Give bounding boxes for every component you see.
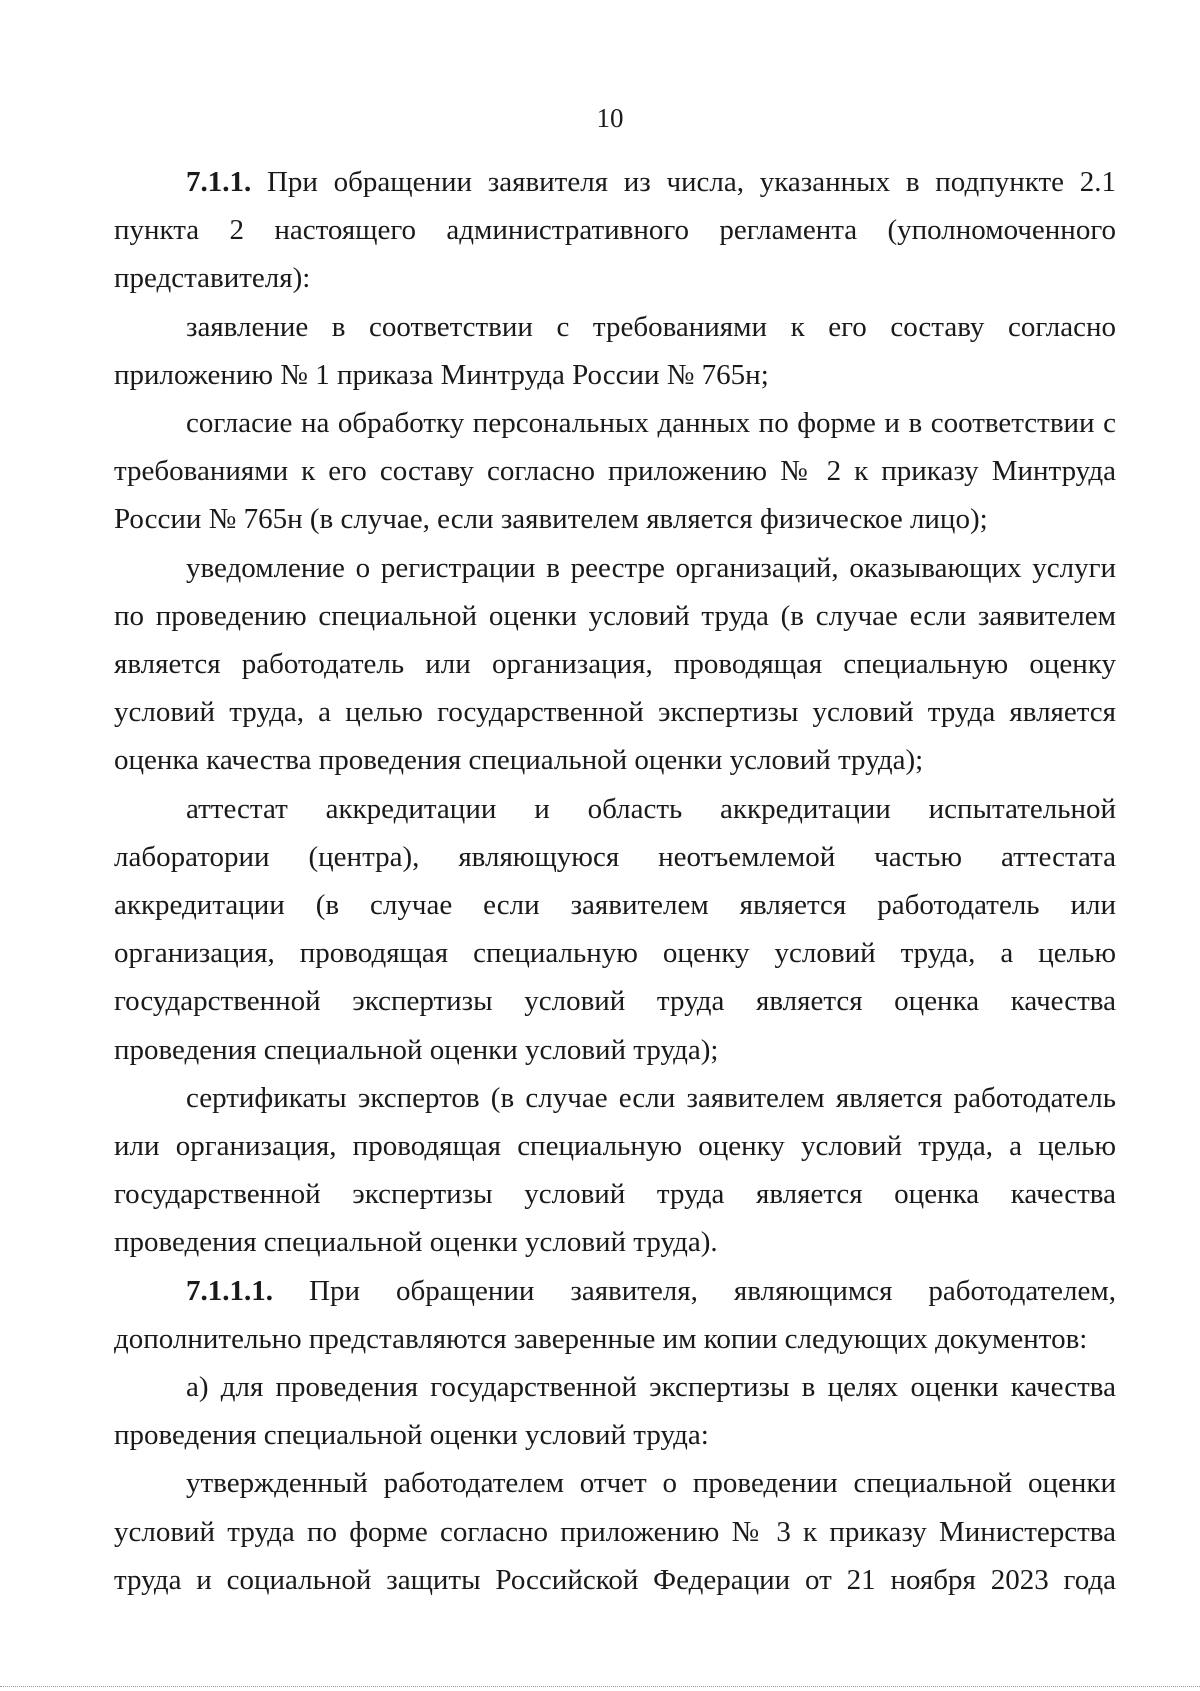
paragraph-text: а) для проведения государственной экспертизы в целях оценки качества проведения специальной оценки условий труда: — [114, 1371, 1116, 1452]
paragraph-text: При обращении заявителя, являющимся работодателем, дополнительно представляются заверенные им копии следующих документов: — [114, 1274, 1116, 1355]
paragraph-text: При обращении заявителя из числа, указанных в подпункте 2.1 пункта 2 настоящего административного регламента (уполномоченного представителя): — [114, 166, 1116, 295]
document-body — [114, 158, 1116, 1604]
paragraph-consent — [114, 399, 1116, 544]
paragraph-certificates — [114, 1074, 1116, 1267]
paragraph-text: утвержденный работодателем отчет о проведении специальной оценки условий труда по форме согласно приложению № 3 к приказу Министерства труда и социальной защиты Российской Федерации от 21 ноября 2023 года — [114, 1467, 1116, 1596]
paragraph-7-1-1 — [114, 158, 1116, 303]
paragraph-notification — [114, 544, 1116, 785]
paragraph-application — [114, 303, 1116, 399]
paragraph-text: сертификаты экспертов (в случае если заявителем является работодатель или организация, проводящая специальную оценку условий труда, а целью государственной экспертизы условий труда является оценка качества проведения специальной оценки условий труда). — [114, 1081, 1116, 1259]
paragraph-7-1-1-1 — [114, 1267, 1116, 1363]
paragraph-text: согласие на обработку персональных данных по форме и в соответствии с требованиями к его составу согласно приложению № 2 к приказу Минтруда России № 765н (в случае, если заявителем является физическое лицо); — [114, 407, 1116, 536]
paragraph-accreditation — [114, 785, 1116, 1074]
clause-number: 7.1.1. — [186, 166, 252, 198]
paragraph-text: заявление в соответствии с требованиями к его составу согласно приложению № 1 приказа Минтруда России № 765н; — [114, 310, 1116, 391]
paragraph-report — [114, 1459, 1116, 1604]
scan-edge-line — [0, 1686, 1200, 1687]
paragraph-text: аттестат аккредитации и область аккредитации испытательной лаборатории (центра), являющуюся неотъемлемой частью аттестата аккредитации (в случае если заявителем является работодатель или организация, проводящая специальную оценку условий труда, а целью государственной экспертизы условий труда является оценка качества проведения специальной оценки условий труда); — [114, 792, 1116, 1066]
clause-number: 7.1.1.1. — [186, 1274, 273, 1307]
paragraph-item-a — [114, 1363, 1116, 1459]
paragraph-text: уведомление о регистрации в реестре организаций, оказывающих услуги по проведению специальной оценки условий труда (в случае если заявителем является работодатель или организация, проводящая специальную оценку условий труда, а целью государственной экспертизы условий труда является оценка качества проведения специальной оценки условий труда); — [114, 551, 1116, 777]
page-number: 10 — [596, 103, 624, 133]
